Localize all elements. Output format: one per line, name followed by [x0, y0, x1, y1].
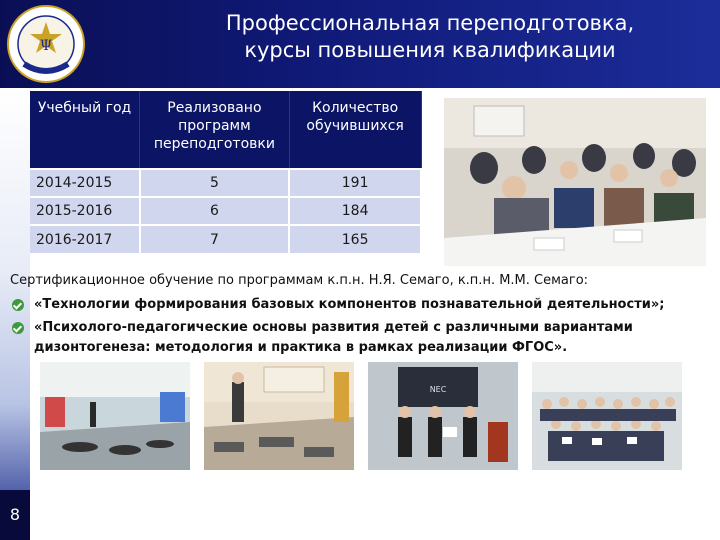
- table-row: [30, 225, 421, 253]
- certification-program-1: «Технологии формирования базовых компонентов познавательной деятельности»;: [34, 297, 665, 312]
- training-photo-3: [368, 362, 518, 470]
- cell-year: 2016-2017: [30, 225, 140, 253]
- slide-title: [150, 10, 710, 64]
- column-header-programs: Реализовано программ переподготовки: [140, 91, 290, 169]
- cell-year: 2014-2015: [30, 169, 140, 197]
- classroom-photo: [444, 98, 706, 266]
- certification-program-2-line-2: дизонтогенеза: методология и практика в рамках реализации ФГОС».: [34, 340, 568, 355]
- column-header-trained: Количество обучившихся: [289, 91, 421, 169]
- svg-text:NEC: NEC: [429, 385, 447, 394]
- cell-year: 2015-2016: [30, 197, 140, 225]
- check-bullet-icon: [12, 299, 24, 311]
- column-header-year: Учебный год: [30, 91, 140, 169]
- svg-text:Ψ: Ψ: [39, 38, 53, 54]
- table-header-row: [30, 91, 421, 169]
- certification-program-2-line-1: «Психолого-педагогические основы развития детей с различными вариантами: [34, 320, 633, 335]
- slide-header: [0, 0, 720, 88]
- table-row: [30, 197, 421, 225]
- cell-trained: 191: [289, 169, 421, 197]
- cell-programs: 7: [140, 225, 290, 253]
- slide-title-line-2: курсы повышения квалификации: [244, 38, 616, 62]
- slide-title-line-1: Профессиональная переподготовка,: [225, 11, 635, 35]
- certification-intro: Сертификационное обучение по программам к.п.н. Н.Я. Семаго, к.п.н. М.М. Семаго:: [10, 273, 589, 288]
- cell-programs: 6: [140, 197, 290, 225]
- training-photo-2: [204, 362, 354, 470]
- training-photo-1: [40, 362, 190, 470]
- training-photo-group: [532, 362, 682, 470]
- organization-logo: [6, 4, 86, 84]
- page-number: 8: [9, 505, 21, 524]
- check-bullet-icon: [12, 322, 24, 334]
- table-row: [30, 169, 421, 197]
- cell-trained: 184: [289, 197, 421, 225]
- left-sidebar-gradient: [0, 88, 30, 540]
- cell-programs: 5: [140, 169, 290, 197]
- cell-trained: 165: [289, 225, 421, 253]
- training-statistics-table: [30, 91, 422, 253]
